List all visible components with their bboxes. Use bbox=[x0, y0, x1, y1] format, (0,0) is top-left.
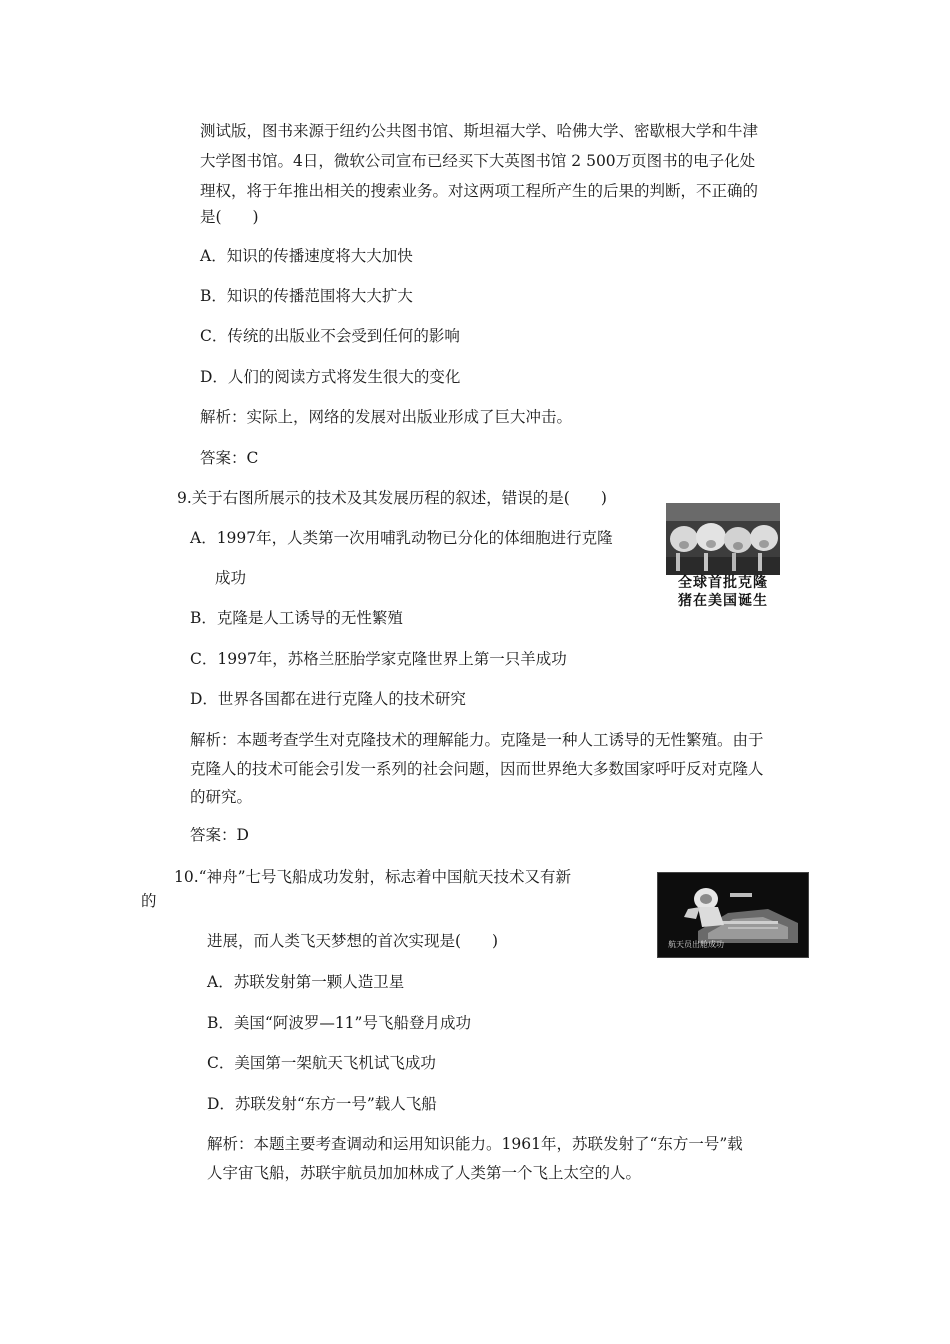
q8-option-c: C．传统的出版业不会受到任何的影响 bbox=[200, 327, 460, 345]
q10-option-d: D．苏联发射“东方一号”载人飞船 bbox=[207, 1095, 437, 1113]
q10-analysis-line-2: 人宇宙飞船，苏联宇航员加加林成了人类第一个飞上太空的人。 bbox=[207, 1164, 642, 1182]
q10-stem-line-1: 10.“神舟”七号飞船成功发射，标志着中国航天技术又有新 bbox=[174, 868, 572, 886]
pigs-caption-line-1: 全球首批克隆 bbox=[678, 575, 768, 591]
q10-option-a: A．苏联发射第一颗人造卫星 bbox=[207, 973, 405, 991]
q9-option-a-line-2: 成功 bbox=[215, 569, 247, 587]
q10-option-b: B．美国“阿波罗—11”号飞船登月成功 bbox=[207, 1014, 471, 1032]
q9-option-d: D．世界各国都在进行克隆人的技术研究 bbox=[190, 690, 466, 708]
q10-analysis-line-1: 解析：本题主要考查调动和运用知识能力。1961年，苏联发射了“东方一号”载 bbox=[207, 1135, 743, 1153]
q9-option-a-line-1: A．1997年，人类第一次用哺乳动物已分化的体细胞进行克隆 bbox=[190, 529, 613, 547]
q10-stem-line-3: 进展，而人类飞天梦想的首次实现是( ) bbox=[207, 932, 499, 950]
spacewalk-image bbox=[657, 872, 809, 958]
q8-option-d: D．人们的阅读方式将发生很大的变化 bbox=[200, 368, 461, 386]
q9-stem: 9.关于右图所展示的技术及其发展历程的叙述，错误的是( ) bbox=[177, 489, 607, 507]
q10-option-c: C．美国第一架航天飞机试飞成功 bbox=[207, 1054, 436, 1072]
q8-analysis: 解析：实际上，网络的发展对出版业形成了巨大冲击。 bbox=[200, 408, 573, 426]
q8-option-b: B．知识的传播范围将大大扩大 bbox=[200, 287, 413, 305]
pigs-photo-area bbox=[666, 503, 780, 575]
pigs-caption-line-2: 猪在美国诞生 bbox=[678, 593, 768, 609]
q9-analysis-line-1: 解析：本题考查学生对克隆技术的理解能力。克隆是一种人工诱导的无性繁殖。由于 bbox=[190, 731, 764, 749]
q8-answer: 答案：C bbox=[200, 449, 259, 467]
q9-option-b: B．克隆是人工诱导的无性繁殖 bbox=[190, 609, 403, 627]
q8-stem-line-3: 理权，将于年推出相关的搜索业务。对这两项工程所产生的后果的判断，不正确的 bbox=[200, 182, 759, 200]
q9-analysis-line-3: 的研究。 bbox=[190, 788, 253, 806]
q9-answer: 答案：D bbox=[190, 826, 249, 844]
q9-analysis-line-2: 克隆人的技术可能会引发一系列的社会问题，因而世界绝大多数国家呼吁反对克隆人 bbox=[190, 760, 764, 778]
q9-option-c: C．1997年，苏格兰胚胎学家克隆世界上第一只羊成功 bbox=[190, 650, 567, 668]
q8-option-a: A．知识的传播速度将大大加快 bbox=[200, 247, 413, 265]
q8-stem-line-4: 是( ) bbox=[200, 208, 259, 226]
q8-stem-line-1: 测试版，图书来源于纽约公共图书馆、斯坦福大学、哈佛大学、密歇根大学和牛津 bbox=[200, 122, 759, 140]
q8-stem-line-2: 大学图书馆。4日，微软公司宣布已经买下大英图书馆 2 500万页图书的电子化处 bbox=[200, 152, 756, 170]
cloned-pigs-image bbox=[666, 503, 780, 611]
spacewalk-caption: 航天员出舱成功 bbox=[668, 940, 724, 949]
q10-stem-line-2: 的 bbox=[141, 892, 157, 910]
